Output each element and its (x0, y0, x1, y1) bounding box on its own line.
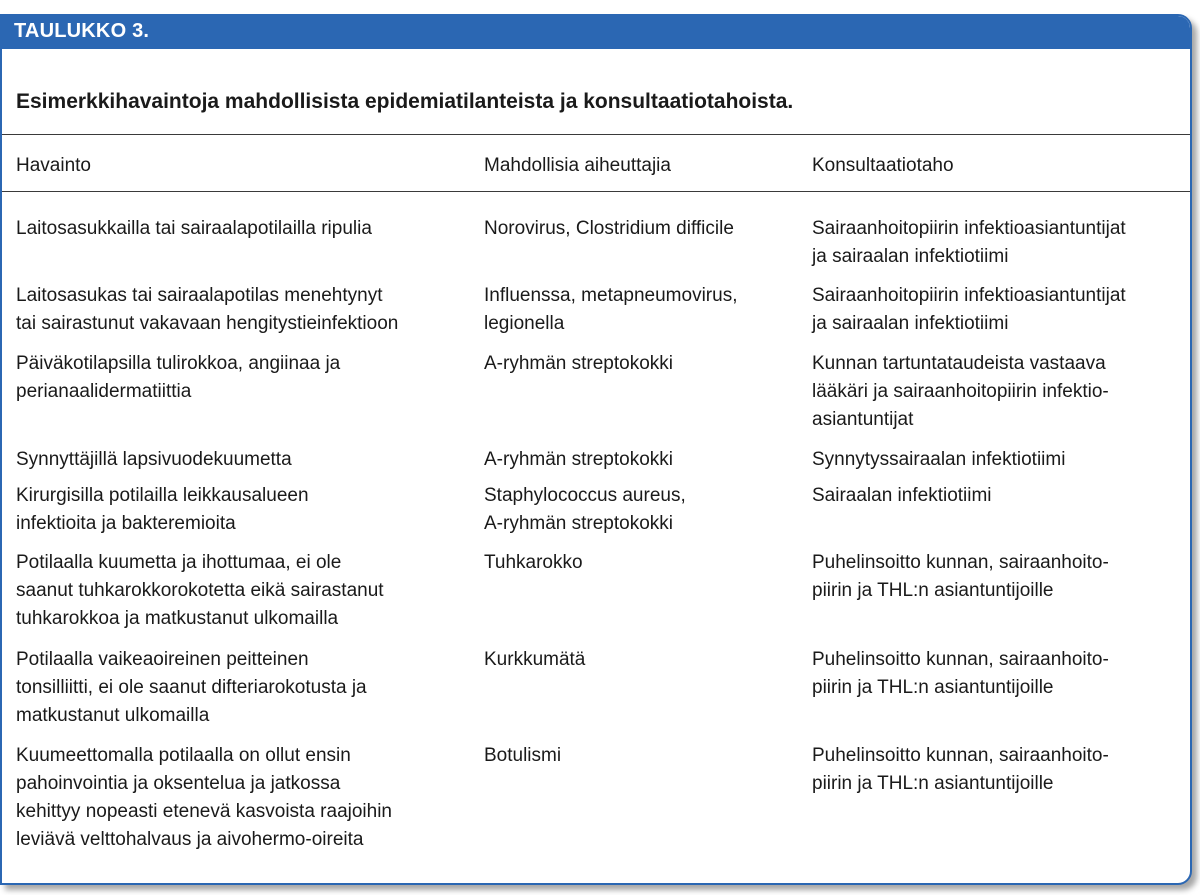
column-header-aiheuttajia: Mahdollisia aiheuttajia (484, 155, 671, 176)
cell-text-line: Kuumeettomalla potilaalla on ollut ensin (16, 745, 351, 766)
table-frame (0, 14, 1192, 885)
cell-text-line: ja sairaalan infektiotiimi (812, 313, 1009, 334)
cell-text-line: Puhelinsoitto kunnan, sairaanhoito- (812, 552, 1109, 573)
cell-text-line: Kurkkumätä (484, 649, 586, 670)
cell-text-line: tonsilliitti, ei ole saanut difteriarokotusta ja (16, 677, 367, 698)
table-cell-c3 (812, 446, 1184, 474)
table-cell-c2 (484, 282, 794, 338)
table-cell-c1 (16, 742, 466, 854)
cell-text-line: ja sairaalan infektiotiimi (812, 246, 1009, 267)
table-cell-c1 (16, 446, 466, 474)
header-top-rule (2, 134, 1190, 135)
cell-text-line: saanut tuhkarokkorokotetta eikä sairastanut (16, 580, 384, 601)
table-cell-c2 (484, 482, 794, 538)
table-cell-c3 (812, 549, 1184, 605)
table-number-label: TAULUKKO 3. (14, 20, 150, 42)
cell-text-line: Staphylococcus aureus, (484, 485, 686, 506)
table-cell-c1 (16, 282, 466, 338)
table-cell-c2 (484, 446, 794, 474)
table-cell-c3 (812, 215, 1184, 271)
table-cell-c2 (484, 215, 794, 243)
table-cell-c2 (484, 350, 794, 378)
cell-text-line: Norovirus, Clostridium difficile (484, 218, 734, 239)
cell-text-line: Sairaalan infektiotiimi (812, 485, 992, 506)
table-cell-c1 (16, 482, 466, 538)
table-cell-c3 (812, 742, 1184, 798)
cell-text-line: Päiväkotilapsilla tulirokkoa, angiinaa ja (16, 353, 341, 374)
cell-text-line: Kunnan tartuntataudeista vastaava (812, 353, 1106, 374)
cell-text-line: kehittyy nopeasti etenevä kasvoista raajoihin (16, 801, 393, 822)
cell-text-line: infektioita ja bakteremioita (16, 513, 236, 534)
table-cell-c2 (484, 742, 794, 770)
cell-text-line: piirin ja THL:n asiantuntijoille (812, 773, 1054, 794)
cell-text-line: lääkäri ja sairaanhoitopiirin infektio- (812, 381, 1109, 402)
cell-text-line: Influenssa, metapneumovirus, (484, 285, 738, 306)
cell-text-line: Laitosasukas tai sairaalapotilas menehtynyt (16, 285, 383, 306)
cell-text-line: matkustanut ulkomailla (16, 705, 210, 726)
table-header-bar (2, 16, 1190, 49)
cell-text-line: Synnytyssairaalan infektiotiimi (812, 449, 1066, 470)
cell-text-line: Laitosasukkailla tai sairaalapotilailla ripulia (16, 218, 372, 239)
cell-text-line: Botulismi (484, 745, 562, 766)
cell-text-line: Potilaalla kuumetta ja ihottumaa, ei ole (16, 552, 342, 573)
table-title: Esimerkkihavaintoja mahdollisista epidemiatilanteista ja konsultaatiotahoista. (16, 90, 794, 113)
cell-text-line: A-ryhmän streptokokki (484, 449, 674, 470)
cell-text-line: perianaalidermatiittia (16, 381, 192, 402)
cell-text-line: pahoinvointia ja oksentelua ja jatkossa (16, 773, 341, 794)
header-bottom-rule (2, 191, 1190, 192)
table-cell-c3 (812, 482, 1184, 510)
column-header-konsultaatiotaho: Konsultaatiotaho (812, 155, 954, 176)
cell-text-line: legionella (484, 313, 565, 334)
table-cell-c1 (16, 215, 466, 243)
table-cell-c1 (16, 350, 466, 406)
cell-text-line: piirin ja THL:n asiantuntijoille (812, 677, 1054, 698)
table-cell-c2 (484, 549, 794, 577)
table-cell-c2 (484, 646, 794, 674)
cell-text-line: A-ryhmän streptokokki (484, 353, 674, 374)
cell-text-line: asiantuntijat (812, 409, 914, 430)
table-cell-c3 (812, 282, 1184, 338)
cell-text-line: Synnyttäjillä lapsivuodekuumetta (16, 449, 292, 470)
cell-text-line: Potilaalla vaikeaoireinen peitteinen (16, 649, 309, 670)
column-header-havainto: Havainto (16, 155, 91, 176)
cell-text-line: Puhelinsoitto kunnan, sairaanhoito- (812, 745, 1109, 766)
cell-text-line: A-ryhmän streptokokki (484, 513, 674, 534)
cell-text-line: Sairaanhoitopiirin infektioasiantuntijat (812, 218, 1126, 239)
cell-text-line: Kirurgisilla potilailla leikkausalueen (16, 485, 309, 506)
cell-text-line: tuhkarokkoa ja matkustanut ulkomailla (16, 608, 339, 629)
cell-text-line: leviävä velttohalvaus ja aivohermo-oireita (16, 829, 364, 850)
table-cell-c3 (812, 646, 1184, 702)
cell-text-line: Tuhkarokko (484, 552, 583, 573)
cell-text-line: tai sairastunut vakavaan hengitystieinfektioon (16, 313, 399, 334)
cell-text-line: Puhelinsoitto kunnan, sairaanhoito- (812, 649, 1109, 670)
cell-text-line: piirin ja THL:n asiantuntijoille (812, 580, 1054, 601)
table-cell-c3 (812, 350, 1184, 434)
cell-text-line: Sairaanhoitopiirin infektioasiantuntijat (812, 285, 1126, 306)
table-cell-c1 (16, 646, 466, 730)
table-cell-c1 (16, 549, 466, 633)
